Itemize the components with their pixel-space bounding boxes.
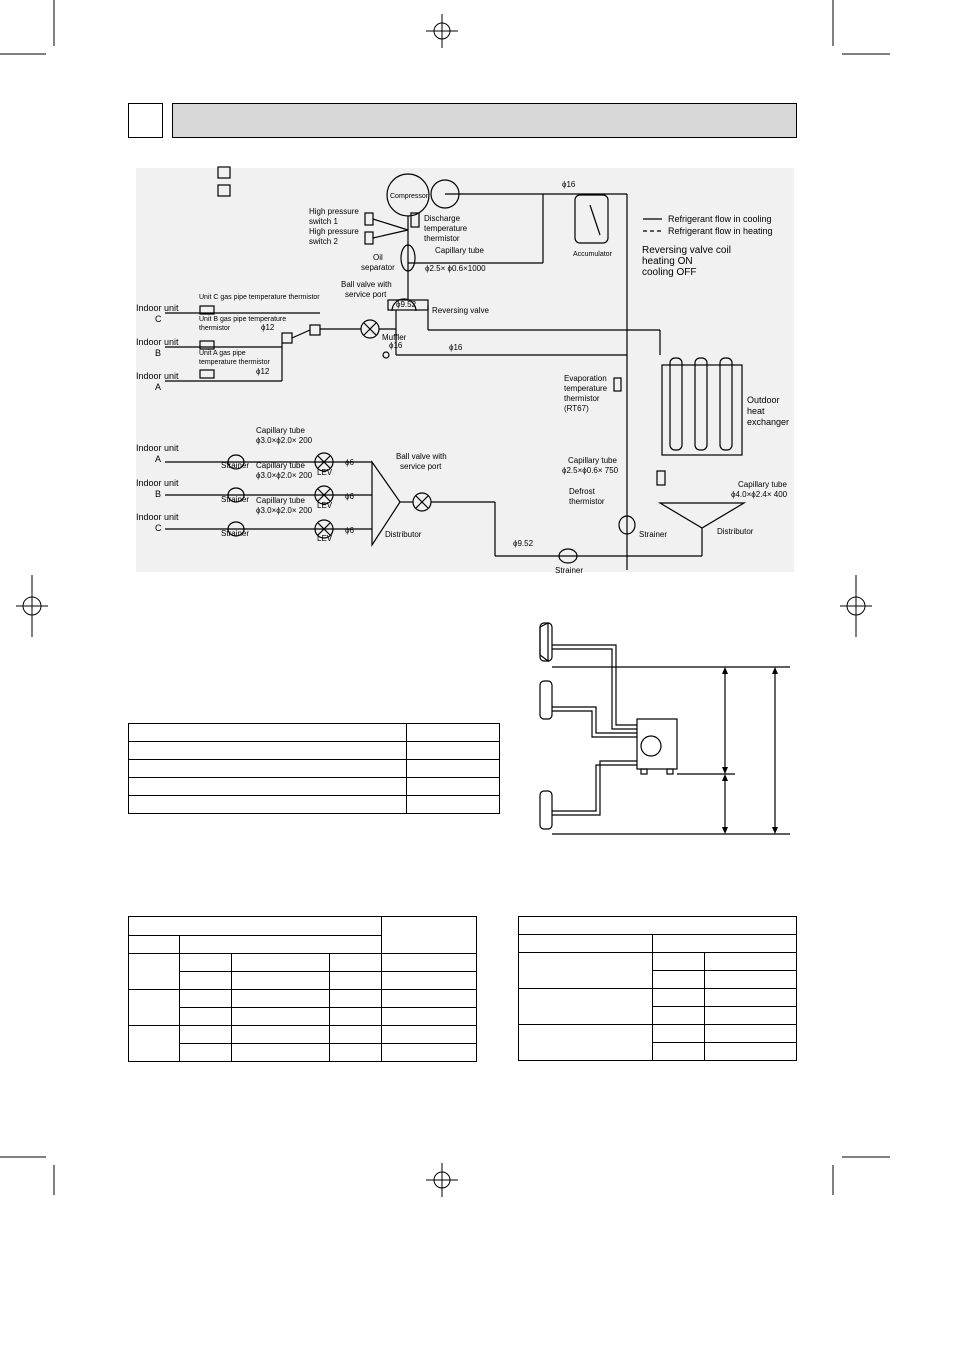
spec-row	[129, 742, 500, 760]
strainer-label-outdoor: Strainer	[639, 530, 668, 539]
indoor-unit-liquid-letter-a: A	[155, 454, 162, 464]
strainer-label-c: Strainer	[221, 529, 250, 538]
cap-tube-3-label: Capillary tube	[738, 480, 787, 489]
legend-heating-label: Refrigerant flow in heating	[668, 226, 773, 236]
table-row	[519, 989, 797, 1007]
muffler-label: Muffler	[382, 333, 407, 342]
reversing-coil-label-1: Reversing valve coil	[642, 245, 731, 256]
hp-switch1-label-b: switch 1	[309, 217, 338, 226]
pipe-6-label-a: ϕ6	[345, 458, 354, 467]
outdoor-hx-label-1: Outdoor	[747, 395, 780, 405]
cap-tube-2-label: Capillary tube	[568, 456, 617, 465]
indoor-unit-liquid-label-c: Indoor unit	[136, 512, 179, 522]
indoor-unit-label-b: Indoor unit	[136, 337, 179, 347]
ball-valve-label-1b: service port	[345, 290, 387, 299]
strainer-label-main: Strainer	[555, 566, 584, 575]
table-row	[129, 972, 477, 990]
indoor-unit-letter-a: A	[155, 382, 162, 392]
accumulator-label: Accumulator	[573, 251, 612, 258]
hp-switch2-label-b: switch 2	[309, 237, 338, 246]
unit-c-gas-thermistor-label: Unit C gas pipe temperature thermistor	[199, 294, 320, 301]
evaporation-label-1: Evaporation	[564, 374, 607, 383]
ball-valve-label-1a: Ball valve with	[341, 280, 392, 289]
pipe-table-left	[128, 916, 477, 1062]
unit-b-gas-thermistor-label-1: Unit B gas pipe temperature	[199, 316, 287, 323]
pipe-16-label-a: ϕ16	[389, 341, 403, 350]
cap-tube-3-size: ϕ4.0×ϕ2.4× 400	[731, 490, 788, 499]
hp-switch2-label-a: High pressure	[309, 227, 359, 236]
pipe-6-label-c: ϕ6	[345, 526, 354, 535]
lev-label-c: LEV	[317, 534, 333, 543]
legend-cooling-label: Refrigerant flow in cooling	[668, 214, 772, 224]
indoor-unit-middle-icon	[540, 681, 552, 719]
table-row	[519, 917, 797, 935]
pipe-16-label-b: ϕ16	[449, 343, 463, 352]
indoor-unit-label-c: Indoor unit	[136, 303, 179, 313]
cap-tube-liquid-label-c: Capillary tube	[256, 496, 305, 505]
pipe-6-label-b: ϕ6	[345, 492, 354, 501]
diagram-labels	[0, 0, 954, 600]
pipe-952-label-b: ϕ9.52	[513, 539, 534, 548]
pipe-table-right	[518, 916, 797, 1061]
cap-tube-liquid-size-b: ϕ3.0×ϕ2.0× 200	[256, 471, 313, 480]
indoor-unit-letter-b: B	[155, 348, 162, 358]
cap-tube-liquid-size-c: ϕ3.0×ϕ2.0× 200	[256, 506, 313, 515]
cap-tube-liquid-label-a: Capillary tube	[256, 426, 305, 435]
capillary-tube-label-1: Capillary tube	[435, 246, 484, 255]
cap-tube-liquid-label-b: Capillary tube	[256, 461, 305, 470]
spec-table	[128, 723, 500, 814]
oil-separator-label-1: Oil	[373, 253, 383, 262]
table-row	[519, 935, 797, 953]
indoor-unit-liquid-letter-b: B	[155, 489, 162, 499]
spec-row	[129, 760, 500, 778]
compressor-label: Compressor	[390, 193, 429, 200]
indoor-unit-bottom-icon	[540, 791, 552, 829]
indoor-unit-top-icon	[540, 623, 552, 661]
reversing-coil-label-3: cooling OFF	[642, 267, 697, 278]
pipe-12-label-a: ϕ12	[261, 323, 275, 332]
spec-row	[129, 778, 500, 796]
table-row	[519, 1025, 797, 1043]
defrost-label-2: thermistor	[569, 497, 605, 506]
indoor-unit-label-a: Indoor unit	[136, 371, 179, 381]
distributor-label-liquid: Distributor	[385, 530, 422, 539]
lev-label-a: LEV	[317, 468, 333, 477]
table-row	[129, 1044, 477, 1062]
installation-illustration	[520, 615, 790, 840]
defrost-label-1: Defrost	[569, 487, 595, 496]
lev-label-b: LEV	[317, 501, 333, 510]
table-row	[129, 1008, 477, 1026]
ball-valve-label-2a: Ball valve with	[396, 452, 447, 461]
hp-switch1-label-a: High pressure	[309, 207, 359, 216]
spec-row	[129, 796, 500, 814]
cap-tube-liquid-size-a: ϕ3.0×ϕ2.0× 200	[256, 436, 313, 445]
unit-a-gas-thermistor-label-2: temperature thermistor	[199, 359, 270, 366]
cap-tube-2-size: ϕ2.5×ϕ0.6× 750	[562, 466, 619, 475]
unit-a-gas-thermistor-label-1: Unit A gas pipe	[199, 350, 246, 357]
discharge-label-2: temperature	[424, 224, 468, 233]
pipe-952-label-a: ϕ9.52	[396, 300, 417, 309]
table-row	[129, 1026, 477, 1044]
indoor-unit-liquid-letter-c: C	[155, 523, 162, 533]
reversing-coil-label-2: heating ON	[642, 256, 693, 267]
table-row	[129, 917, 477, 936]
indoor-unit-letter-c: C	[155, 314, 162, 324]
unit-b-gas-thermistor-label-2: thermistor	[199, 325, 231, 332]
pipe-16-top-label: ϕ16	[562, 180, 576, 189]
spec-row	[129, 724, 500, 742]
oil-separator-label-2: separator	[361, 263, 395, 272]
discharge-label-3: thermistor	[424, 234, 460, 243]
reversing-valve-label: Reversing valve	[432, 306, 489, 315]
pipe-12-label-b: ϕ12	[256, 367, 270, 376]
strainer-label-b: Strainer	[221, 495, 250, 504]
indoor-unit-liquid-label-b: Indoor unit	[136, 478, 179, 488]
ball-valve-label-2b: service port	[400, 462, 442, 471]
distributor-label-outdoor: Distributor	[717, 527, 754, 536]
evaporation-label-4: (RT67)	[564, 404, 589, 413]
indoor-unit-liquid-label-a: Indoor unit	[136, 443, 179, 453]
discharge-label-1: Discharge	[424, 214, 461, 223]
evaporation-label-2: temperature	[564, 384, 608, 393]
outdoor-hx-label-3: exchanger	[747, 417, 790, 427]
table-row	[129, 990, 477, 1008]
capillary-tube-size-1: ϕ2.5× ϕ0.6×1000	[425, 264, 486, 273]
outdoor-unit-icon	[637, 719, 677, 769]
strainer-label-a: Strainer	[221, 461, 250, 470]
outdoor-hx-label-2: heat	[747, 406, 765, 416]
table-row	[519, 953, 797, 971]
table-row	[129, 954, 477, 972]
evaporation-label-3: thermistor	[564, 394, 600, 403]
